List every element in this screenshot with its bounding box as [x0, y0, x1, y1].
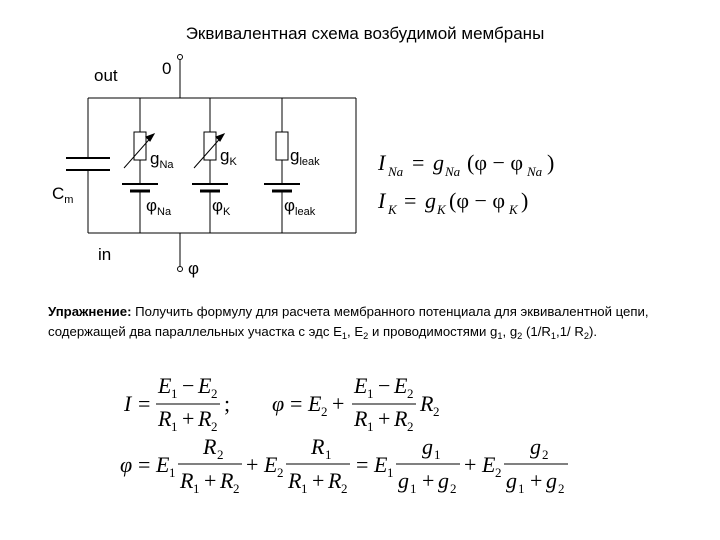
- out-label: out: [94, 66, 118, 85]
- svg-text:=: =: [138, 391, 151, 416]
- svg-text:+: +: [422, 468, 435, 493]
- equation-ik: [377, 188, 528, 217]
- svg-text:1: 1: [518, 481, 525, 496]
- phileak-label: $\varphi_{leak}$: [284, 196, 316, 218]
- svg-text:+: +: [182, 406, 195, 431]
- svg-text:R: R: [311, 434, 325, 459]
- svg-text:Na: Na: [445, 164, 461, 179]
- svg-text:I: I: [378, 150, 386, 175]
- svg-text:g: g: [506, 468, 517, 493]
- svg-text:1: 1: [171, 419, 178, 434]
- svg-text:+: +: [332, 391, 345, 416]
- svg-text:=: =: [138, 452, 151, 477]
- svg-text:−: −: [182, 373, 195, 398]
- svg-text:φ: φ: [272, 391, 285, 416]
- formula-potential: [272, 373, 440, 434]
- svg-text:+: +: [530, 468, 543, 493]
- svg-text:+: +: [378, 406, 391, 431]
- svg-text:+: +: [204, 468, 217, 493]
- svg-text:g: g: [433, 150, 444, 175]
- svg-text:R: R: [328, 468, 342, 493]
- svg-text:2: 2: [495, 465, 502, 480]
- svg-text:2: 2: [217, 447, 224, 462]
- svg-text:E: E: [308, 391, 322, 416]
- svg-text:1: 1: [367, 386, 374, 401]
- svg-text:): ): [521, 188, 529, 213]
- svg-text:1: 1: [410, 481, 417, 496]
- svg-text:E: E: [156, 452, 170, 477]
- svg-text:E: E: [158, 373, 172, 398]
- svg-text:1: 1: [193, 481, 200, 496]
- svg-text:−: −: [378, 373, 391, 398]
- svg-text:Na: Na: [527, 164, 543, 179]
- svg-text:(φ − φ: (φ − φ: [467, 150, 524, 175]
- svg-text:=: =: [290, 391, 303, 416]
- terminal-top: [178, 55, 183, 60]
- svg-text:E: E: [394, 373, 408, 398]
- svg-text:2: 2: [558, 481, 565, 496]
- svg-text:1: 1: [169, 465, 176, 480]
- svg-text:2: 2: [211, 419, 218, 434]
- svg-text:E: E: [482, 452, 496, 477]
- svg-text:R: R: [354, 406, 368, 431]
- svg-text:+: +: [246, 452, 259, 477]
- svg-text:Na: Na: [388, 164, 404, 179]
- svg-text:g: g: [530, 434, 541, 459]
- svg-text:g: g: [438, 468, 449, 493]
- equation-ina: [377, 150, 554, 179]
- top-node-label: 0: [162, 59, 172, 78]
- svg-text:g: g: [398, 468, 409, 493]
- gna-label: $g_{Na}$: [150, 149, 174, 171]
- svg-text:1: 1: [387, 465, 394, 480]
- gleak-label: $g_{leak}$: [290, 146, 320, 168]
- svg-text:2: 2: [433, 404, 440, 419]
- svg-text:=: =: [356, 452, 369, 477]
- svg-text:E: E: [264, 452, 278, 477]
- svg-text:2: 2: [407, 386, 414, 401]
- svg-text:K: K: [388, 202, 397, 217]
- svg-text:R: R: [180, 468, 194, 493]
- resistor-gleak: [276, 132, 288, 160]
- phik-label: $\varphi_K$: [212, 196, 231, 218]
- svg-text:R: R: [198, 406, 212, 431]
- svg-text:R: R: [420, 391, 434, 416]
- svg-text:g: g: [425, 188, 436, 213]
- svg-text:2: 2: [211, 386, 218, 401]
- terminal-bottom: [178, 267, 183, 272]
- svg-text:K: K: [437, 202, 446, 217]
- in-label: in: [98, 245, 112, 264]
- svg-text:K: K: [509, 202, 518, 217]
- svg-text:2: 2: [277, 465, 284, 480]
- exercise-label: Упражнение:: [48, 304, 132, 319]
- svg-text:E: E: [198, 373, 212, 398]
- svg-text:=: =: [404, 188, 417, 213]
- svg-text:2: 2: [407, 419, 414, 434]
- svg-text:=: =: [412, 150, 425, 175]
- svg-text:R: R: [203, 434, 217, 459]
- svg-text:): ): [547, 150, 555, 175]
- svg-text:(φ − φ: (φ − φ: [449, 188, 506, 213]
- formula-current: [123, 373, 230, 434]
- svg-text:φ: φ: [120, 452, 133, 477]
- phina-label: $\varphi_{Na}$: [146, 196, 172, 218]
- svg-text:I: I: [378, 188, 386, 213]
- svg-text:1: 1: [301, 481, 308, 496]
- diagram-title: Эквивалентная схема возбудимой мембраны: [185, 24, 545, 43]
- svg-text:2: 2: [450, 481, 457, 496]
- svg-text:+: +: [312, 468, 325, 493]
- formula-long: [120, 434, 568, 496]
- svg-text:R: R: [288, 468, 302, 493]
- resistor-gk: [204, 132, 216, 160]
- svg-text:+: +: [464, 452, 477, 477]
- svg-text:1: 1: [171, 386, 178, 401]
- svg-text:2: 2: [341, 481, 348, 496]
- svg-text:E: E: [354, 373, 368, 398]
- svg-text:R: R: [158, 406, 172, 431]
- svg-text:E: E: [374, 452, 388, 477]
- gk-label: $g_K$: [220, 146, 237, 168]
- svg-text:2: 2: [542, 447, 549, 462]
- exercise-paragraph: Упражнение: Получить формулу для расчета мембранного потенциала для эквивалентной цепи, содержащей два параллельных участка с эдс $E_1$, $E_2$ и проводимостями $g_1$, $g_2$ ($1/R_1,1/$ $R_2$).: [48, 304, 649, 341]
- svg-text:;: ;: [224, 391, 231, 416]
- svg-text:g: g: [546, 468, 557, 493]
- bottom-node-label: φ: [188, 259, 200, 278]
- svg-text:R: R: [220, 468, 234, 493]
- svg-text:1: 1: [325, 447, 332, 462]
- svg-text:R: R: [394, 406, 408, 431]
- svg-text:g: g: [422, 434, 433, 459]
- cm-label: $C_m$: [52, 184, 74, 206]
- svg-text:1: 1: [434, 447, 441, 462]
- svg-text:2: 2: [321, 404, 328, 419]
- svg-text:2: 2: [233, 481, 240, 496]
- resistor-gna: [134, 132, 146, 160]
- svg-text:I: I: [124, 391, 132, 416]
- svg-text:1: 1: [367, 419, 374, 434]
